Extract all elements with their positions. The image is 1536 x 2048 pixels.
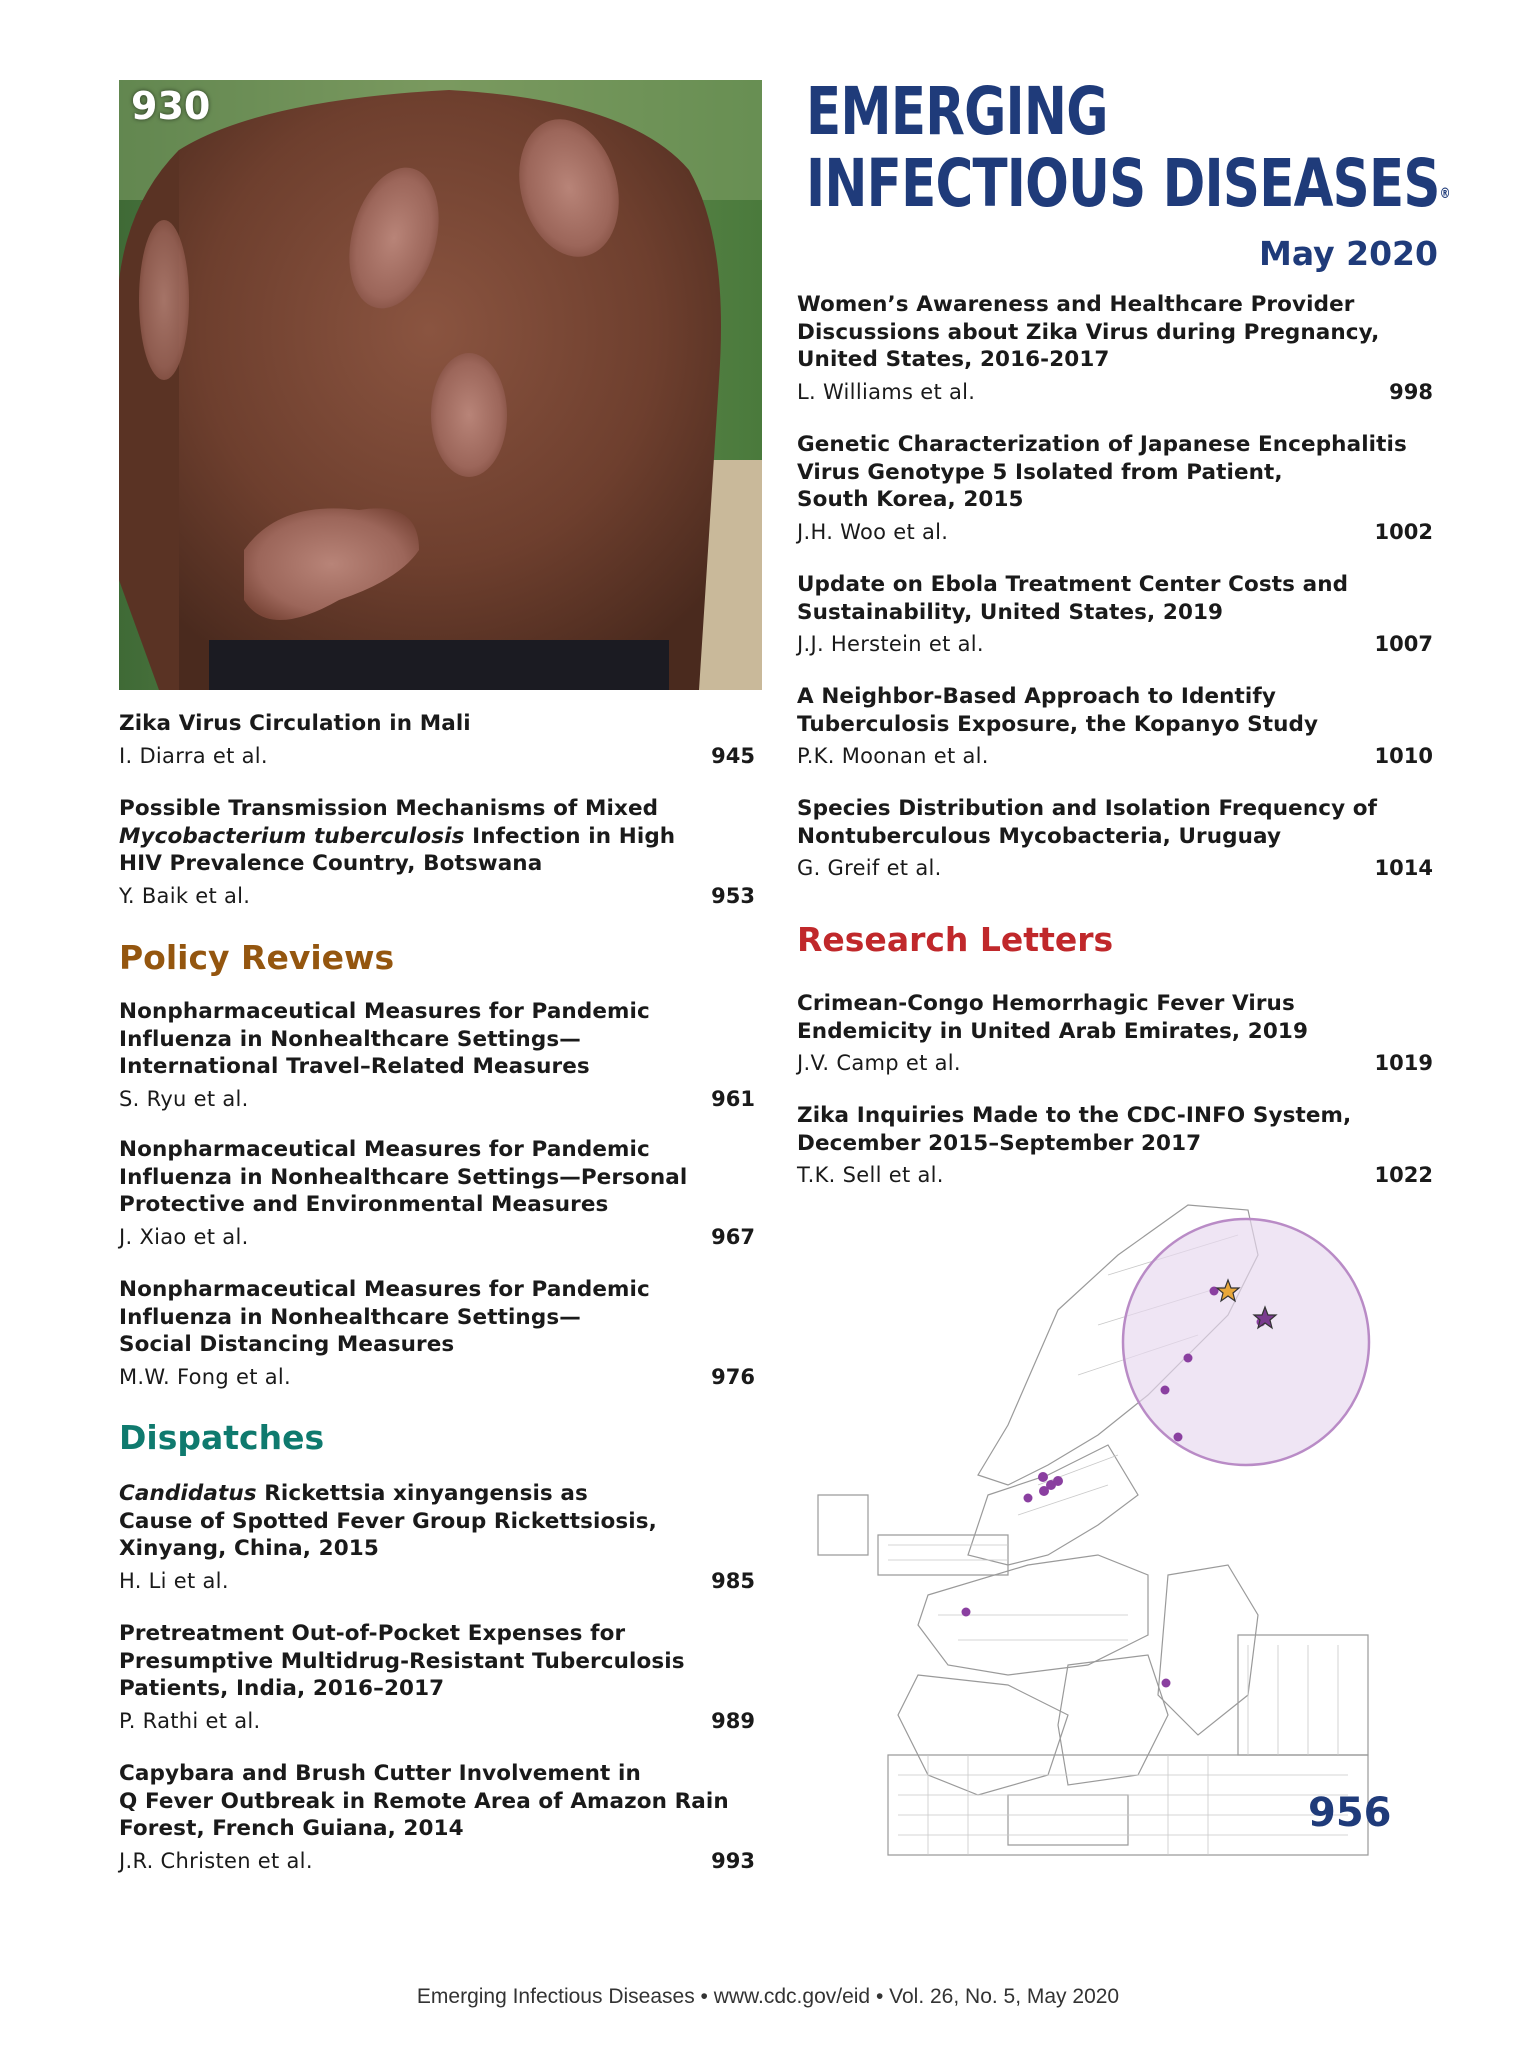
- article-title[interactable]: Pretreatment Out-of-Pocket Expenses for Presumptive Multidrug-Resistant Tuberculosis Patients, India, 2016–2017: [119, 1621, 685, 1701]
- article-meta: [797, 1161, 1433, 1189]
- cover-photo: [119, 80, 762, 690]
- article-authors: P.K. Moonan et al.: [797, 744, 989, 768]
- title-part: Xinyang, China, 2015: [119, 1536, 379, 1561]
- page-footer: Emerging Infectious Diseases • www.cdc.gov/eid • Vol. 26, No. 5, May 2020: [416, 1985, 1120, 2008]
- article-page[interactable]: 998: [1389, 379, 1433, 404]
- article-meta: [797, 1049, 1433, 1077]
- article-page[interactable]: 1007: [1374, 632, 1433, 656]
- article-title[interactable]: Nonpharmaceutical Measures for Pandemic Influenza in Nonhealthcare Settings—Personal Protective and Environmental Measures: [119, 1137, 688, 1217]
- article-title[interactable]: Women’s Awareness and Healthcare Provider Discussions about Zika Virus during Pregnancy, United States, 2016-2017: [797, 292, 1380, 372]
- article-title[interactable]: Zika Inquiries Made to the CDC-INFO System, December 2015–September 2017: [797, 1103, 1352, 1156]
- article-meta: [797, 630, 1433, 658]
- article-page[interactable]: 993: [711, 1848, 755, 1873]
- case-point: [1161, 1386, 1170, 1395]
- article-authors: G. Greif et al.: [797, 856, 942, 880]
- article-authors: P. Rathi et al.: [119, 1708, 261, 1733]
- section-heading-research-letters: Research Letters: [797, 920, 1114, 959]
- article-meta: [119, 1085, 755, 1113]
- article-meta: [119, 1707, 755, 1735]
- article-title[interactable]: [119, 1480, 755, 1563]
- toc-entry[interactable]: [119, 998, 755, 1113]
- article-title[interactable]: [119, 795, 755, 878]
- article-page[interactable]: 967: [711, 1224, 755, 1249]
- article-page[interactable]: 989: [711, 1708, 755, 1733]
- article-title[interactable]: Update on Ebola Treatment Center Costs and Sustainability, United States, 2019: [797, 572, 1349, 625]
- toc-entry[interactable]: [119, 710, 755, 770]
- article-meta: [119, 1567, 755, 1595]
- toc-entry[interactable]: [119, 1480, 755, 1595]
- exposure-radius-circle: [1123, 1219, 1369, 1465]
- case-point: [1024, 1494, 1033, 1503]
- toc-entry[interactable]: [797, 571, 1433, 658]
- article-authors: H. Li et al.: [119, 1568, 229, 1593]
- cover-photo-illustration: [119, 80, 762, 690]
- article-authors: M.W. Fong et al.: [119, 1364, 291, 1389]
- case-point: [962, 1608, 971, 1617]
- article-page[interactable]: 1019: [1374, 1051, 1433, 1075]
- article-title[interactable]: Species Distribution and Isolation Frequency of Nontuberculous Mycobacteria, Uruguay: [797, 796, 1378, 849]
- article-title[interactable]: Zika Virus Circulation in Mali: [119, 711, 471, 736]
- article-page[interactable]: 953: [711, 883, 755, 908]
- article-title[interactable]: Nonpharmaceutical Measures for Pandemic Influenza in Nonhealthcare Settings— International Travel–Related Measures: [119, 999, 650, 1079]
- map-illustration: [808, 1195, 1393, 1875]
- title-italic-part: Mycobacterium tuberculosis: [119, 823, 465, 849]
- article-authors: T.K. Sell et al.: [797, 1163, 944, 1187]
- masthead-line-1: EMERGING: [806, 73, 1108, 150]
- toc-entry[interactable]: [797, 1102, 1433, 1189]
- title-part: Cause of Spotted Fever Group Rickettsiosis,: [119, 1508, 657, 1534]
- article-authors: J. Xiao et al.: [119, 1224, 249, 1249]
- case-point: [1039, 1486, 1049, 1496]
- toc-entry[interactable]: [797, 291, 1433, 406]
- title-italic-part: Candidatus: [119, 1481, 257, 1506]
- case-point: [1038, 1472, 1048, 1482]
- article-page[interactable]: 1014: [1374, 856, 1433, 880]
- article-page[interactable]: 985: [711, 1568, 755, 1593]
- article-title[interactable]: Capybara and Brush Cutter Involvement in Q Fever Outbreak in Remote Area of Amazon Rain Forest, French Guiana, 2014: [119, 1761, 729, 1841]
- case-point: [1174, 1433, 1183, 1442]
- article-page[interactable]: 976: [711, 1364, 755, 1389]
- case-point: [1184, 1354, 1193, 1363]
- toc-entry[interactable]: [797, 990, 1433, 1077]
- article-meta: [797, 742, 1433, 770]
- masthead-line-2: [806, 145, 1450, 222]
- article-authors: J.V. Camp et al.: [797, 1051, 961, 1075]
- article-authors: I. Diarra et al.: [119, 743, 268, 768]
- case-point: [1053, 1476, 1063, 1486]
- masthead-line-2-text: INFECTIOUS DISEASES: [806, 145, 1440, 222]
- title-part: HIV Prevalence Country, Botswana: [119, 851, 543, 876]
- article-meta: [797, 854, 1433, 882]
- toc-entry[interactable]: [797, 683, 1433, 770]
- toc-entry[interactable]: [119, 1620, 755, 1735]
- cover-photo-page-number[interactable]: 930: [131, 84, 211, 128]
- article-authors: J.J. Herstein et al.: [797, 632, 984, 656]
- neighborhood-map-figure: [808, 1195, 1393, 1875]
- article-authors: S. Ryu et al.: [119, 1086, 249, 1111]
- article-meta: [119, 1363, 755, 1391]
- article-authors: L. Williams et al.: [797, 379, 976, 404]
- toc-entry[interactable]: [797, 795, 1433, 882]
- article-meta: [119, 1223, 755, 1251]
- section-heading-policy-reviews: Policy Reviews: [119, 938, 395, 977]
- toc-entry[interactable]: [119, 795, 755, 910]
- article-page[interactable]: 1010: [1374, 744, 1433, 768]
- map-page-number[interactable]: 956: [1308, 1790, 1392, 1836]
- issue-date: May 2020: [1259, 234, 1438, 273]
- toc-entry[interactable]: [797, 431, 1433, 546]
- toc-entry[interactable]: [119, 1276, 755, 1391]
- case-point: [1162, 1679, 1171, 1688]
- title-part: Possible Transmission Mechanisms of Mixed: [119, 796, 659, 821]
- article-meta: [119, 882, 755, 910]
- article-page[interactable]: 1002: [1374, 519, 1433, 544]
- registered-mark: ®: [1439, 186, 1450, 202]
- article-title[interactable]: A Neighbor-Based Approach to Identify Tuberculosis Exposure, the Kopanyo Study: [797, 684, 1319, 737]
- toc-entry[interactable]: [119, 1760, 755, 1875]
- article-authors: J.R. Christen et al.: [119, 1848, 313, 1873]
- article-meta: [119, 1847, 755, 1875]
- article-meta: [797, 518, 1433, 546]
- journal-masthead: [806, 73, 1450, 273]
- article-title[interactable]: Crimean-Congo Hemorrhagic Fever Virus Endemicity in United Arab Emirates, 2019: [797, 991, 1309, 1044]
- article-authors: Y. Baik et al.: [119, 883, 251, 908]
- section-heading-dispatches: Dispatches: [119, 1418, 325, 1457]
- article-page[interactable]: 1022: [1374, 1163, 1433, 1187]
- article-page[interactable]: 945: [711, 743, 755, 768]
- toc-entry[interactable]: [119, 1136, 755, 1251]
- article-title[interactable]: Nonpharmaceutical Measures for Pandemic Influenza in Nonhealthcare Settings— Social Distancing Measures: [119, 1277, 650, 1357]
- title-part: Infection in High: [464, 823, 676, 849]
- article-title[interactable]: Genetic Characterization of Japanese Encephalitis Virus Genotype 5 Isolated from Patient, South Korea, 2015: [797, 432, 1407, 512]
- title-part: Rickettsia xinyangensis as: [256, 1481, 588, 1506]
- article-authors: J.H. Woo et al.: [797, 519, 949, 544]
- article-meta: [119, 742, 755, 770]
- article-meta: [797, 378, 1433, 406]
- article-page[interactable]: 961: [711, 1086, 755, 1111]
